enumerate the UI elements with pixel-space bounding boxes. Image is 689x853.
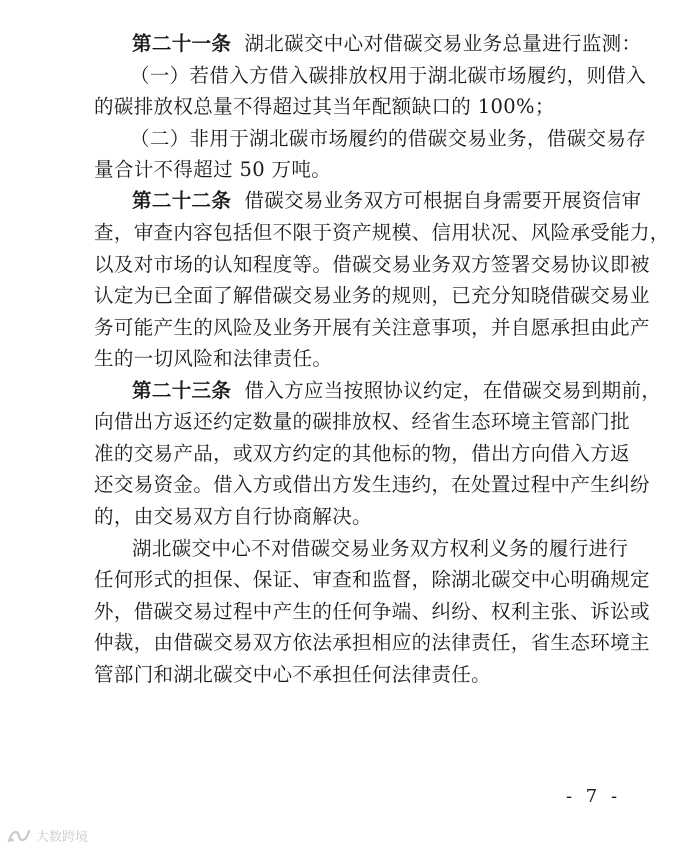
article-23-line-5: 的，由交易双方自行协商解决。 <box>94 505 372 528</box>
disclaimer-line-4: 仲裁，由借碳交易双方依法承担相应的法律责任，省生态环境主 <box>94 631 650 654</box>
article-22-line-6: 生的一切风险和法律责任。 <box>94 347 333 370</box>
article-21-item-1-line-1: （一）若借入方借入碳排放权用于湖北碳市场履约，则借入 <box>130 64 647 87</box>
disclaimer-line-3: 外，借碳交易过程中产生的任何争端、纠纷、权利主张、诉讼或 <box>94 600 650 623</box>
page-number: - 7 - <box>566 786 622 807</box>
article-21-item-2-line-1: （二）非用于湖北碳市场履约的借碳交易业务，借碳交易存 <box>130 127 647 150</box>
article-22-first-line <box>132 189 641 213</box>
article-22-line-2: 查，审查内容包括但不限于资产规模、信用状况、风险承受能力， <box>94 221 670 244</box>
article-23-text: 借入方应当按照协议约定，在借碳交易到期前， <box>244 379 662 402</box>
article-23-first-line <box>132 379 661 403</box>
disclaimer-line-2: 任何形式的担保、保证、审查和监督，除湖北碳交中心明确规定 <box>94 568 650 591</box>
article-23-heading: 第二十三条 <box>132 379 232 402</box>
article-23-line-2: 向借出方返还约定数量的碳排放权、经省生态环境主管部门批 <box>94 410 630 433</box>
article-22-line-4: 认定为已全面了解借碳交易业务的规则，已充分知晓借碳交易业 <box>94 284 650 307</box>
article-22-line-5: 务可能产生的风险及业务开展有关注意事项，并自愿承担由此产 <box>94 316 650 339</box>
article-21-item-2-line-2: 量合计不得超过 50 万吨。 <box>94 158 332 181</box>
article-21-text: 湖北碳交中心对借碳交易业务总量进行监测： <box>244 32 642 55</box>
disclaimer-line-5: 管部门和湖北碳交中心不承担任何法律责任。 <box>94 663 492 686</box>
article-21-item-1-line-2: 的碳排放权总量不得超过其当年配额缺口的 100%； <box>94 95 555 118</box>
watermark-text: 大数跨境 <box>36 830 89 845</box>
article-22-heading: 第二十二条 <box>132 189 232 212</box>
article-21-heading: 第二十一条 <box>132 32 232 55</box>
disclaimer-line-1: 湖北碳交中心不对借碳交易业务双方权利义务的履行进行 <box>132 537 629 560</box>
article-23-line-3: 准的交易产品，或双方约定的其他标的物，借出方向借入方返 <box>94 442 630 465</box>
article-22-text: 借碳交易业务双方可根据自身需要开展资信审 <box>244 189 642 212</box>
article-23-line-4: 还交易资金。借入方或借出方发生违约，在处置过程中产生纠纷 <box>94 473 650 496</box>
watermark <box>6 826 88 845</box>
article-21-first-line <box>132 32 641 56</box>
article-22-line-3: 以及对市场的认知程度等。借碳交易业务双方签署交易协议即被 <box>94 253 650 276</box>
watermark-logo-icon <box>6 827 32 845</box>
